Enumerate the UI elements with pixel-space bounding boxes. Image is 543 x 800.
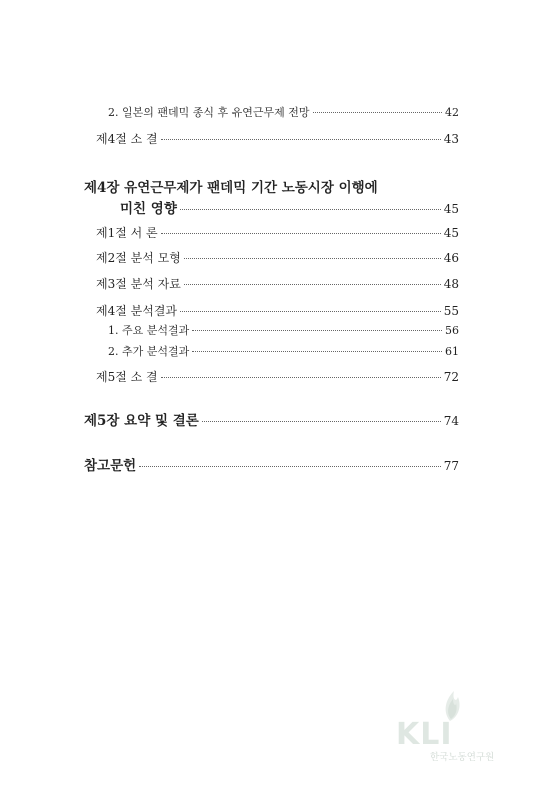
- dot-leader: [202, 408, 441, 423]
- dot-leader: [192, 340, 442, 352]
- toc-entry[interactable]: [96, 275, 459, 292]
- toc-entry-label: 제3절 분석 자료: [96, 277, 181, 291]
- dot-leader: [161, 127, 441, 140]
- toc-chapter-entry[interactable]: [84, 454, 459, 474]
- dot-leader: [161, 221, 441, 234]
- toc-entry-label: 2. 일본의 팬데믹 종식 후 유연근무제 전망: [108, 106, 310, 119]
- toc-entry[interactable]: [96, 224, 459, 241]
- toc-entry-label: 미친 영향: [120, 201, 177, 217]
- toc-page-number: 43: [443, 132, 459, 146]
- toc-page-number: 72: [443, 370, 459, 384]
- dot-leader: [180, 299, 441, 312]
- toc-entry-label: 제5절 소 결: [96, 370, 158, 384]
- toc-entry-label: 제1절 서 론: [96, 226, 158, 240]
- toc-entry-label: 1. 주요 분석결과: [108, 324, 190, 337]
- toc-page-number: 74: [443, 414, 459, 428]
- logo-org-name: 한국노동연구원: [430, 752, 495, 763]
- dot-leader: [161, 365, 441, 378]
- toc-entry[interactable]: [96, 368, 459, 385]
- toc-chapter-entry[interactable]: [84, 409, 459, 429]
- toc-entry[interactable]: [108, 104, 459, 120]
- toc-entry[interactable]: [96, 302, 459, 319]
- toc-page-number: 45: [443, 202, 459, 216]
- dot-leader: [184, 272, 441, 285]
- toc-chapter-entry[interactable]: [120, 197, 459, 217]
- dot-leader: [184, 246, 441, 259]
- toc-entry[interactable]: [108, 343, 459, 359]
- toc-page-number: 61: [445, 345, 459, 358]
- toc-page-number: 56: [445, 324, 459, 337]
- toc-entry-label: 제4절 분석결과: [96, 304, 178, 318]
- toc-entry-label: 2. 추가 분석결과: [108, 345, 190, 358]
- dot-leader: [139, 453, 441, 468]
- toc-entry[interactable]: [96, 249, 459, 266]
- chapter-title-line1: 제4장 유연근무제가 팬데믹 기간 노동시장 이행에: [84, 180, 378, 196]
- kli-logo: [396, 683, 506, 763]
- toc-entry-label: 제5장 요약 및 결론: [84, 413, 199, 429]
- toc-entry-label: 제2절 분석 모형: [96, 251, 181, 265]
- toc-entry-label: 참고문헌: [84, 458, 137, 474]
- dot-leader: [180, 196, 441, 211]
- toc-page-number: 48: [443, 277, 459, 291]
- toc-entry-label: 제4절 소 결: [96, 132, 158, 146]
- toc-entry[interactable]: [96, 130, 459, 147]
- dot-leader: [313, 101, 443, 113]
- toc-page-number: 42: [445, 106, 459, 119]
- toc-page-number: 45: [443, 226, 459, 240]
- toc-entry[interactable]: [108, 322, 459, 338]
- toc-page-number: 55: [443, 304, 459, 318]
- toc-page-number: 77: [443, 459, 459, 473]
- dot-leader: [192, 319, 442, 331]
- logo-mark: KLI: [396, 717, 453, 752]
- toc-page-number: 46: [443, 251, 459, 265]
